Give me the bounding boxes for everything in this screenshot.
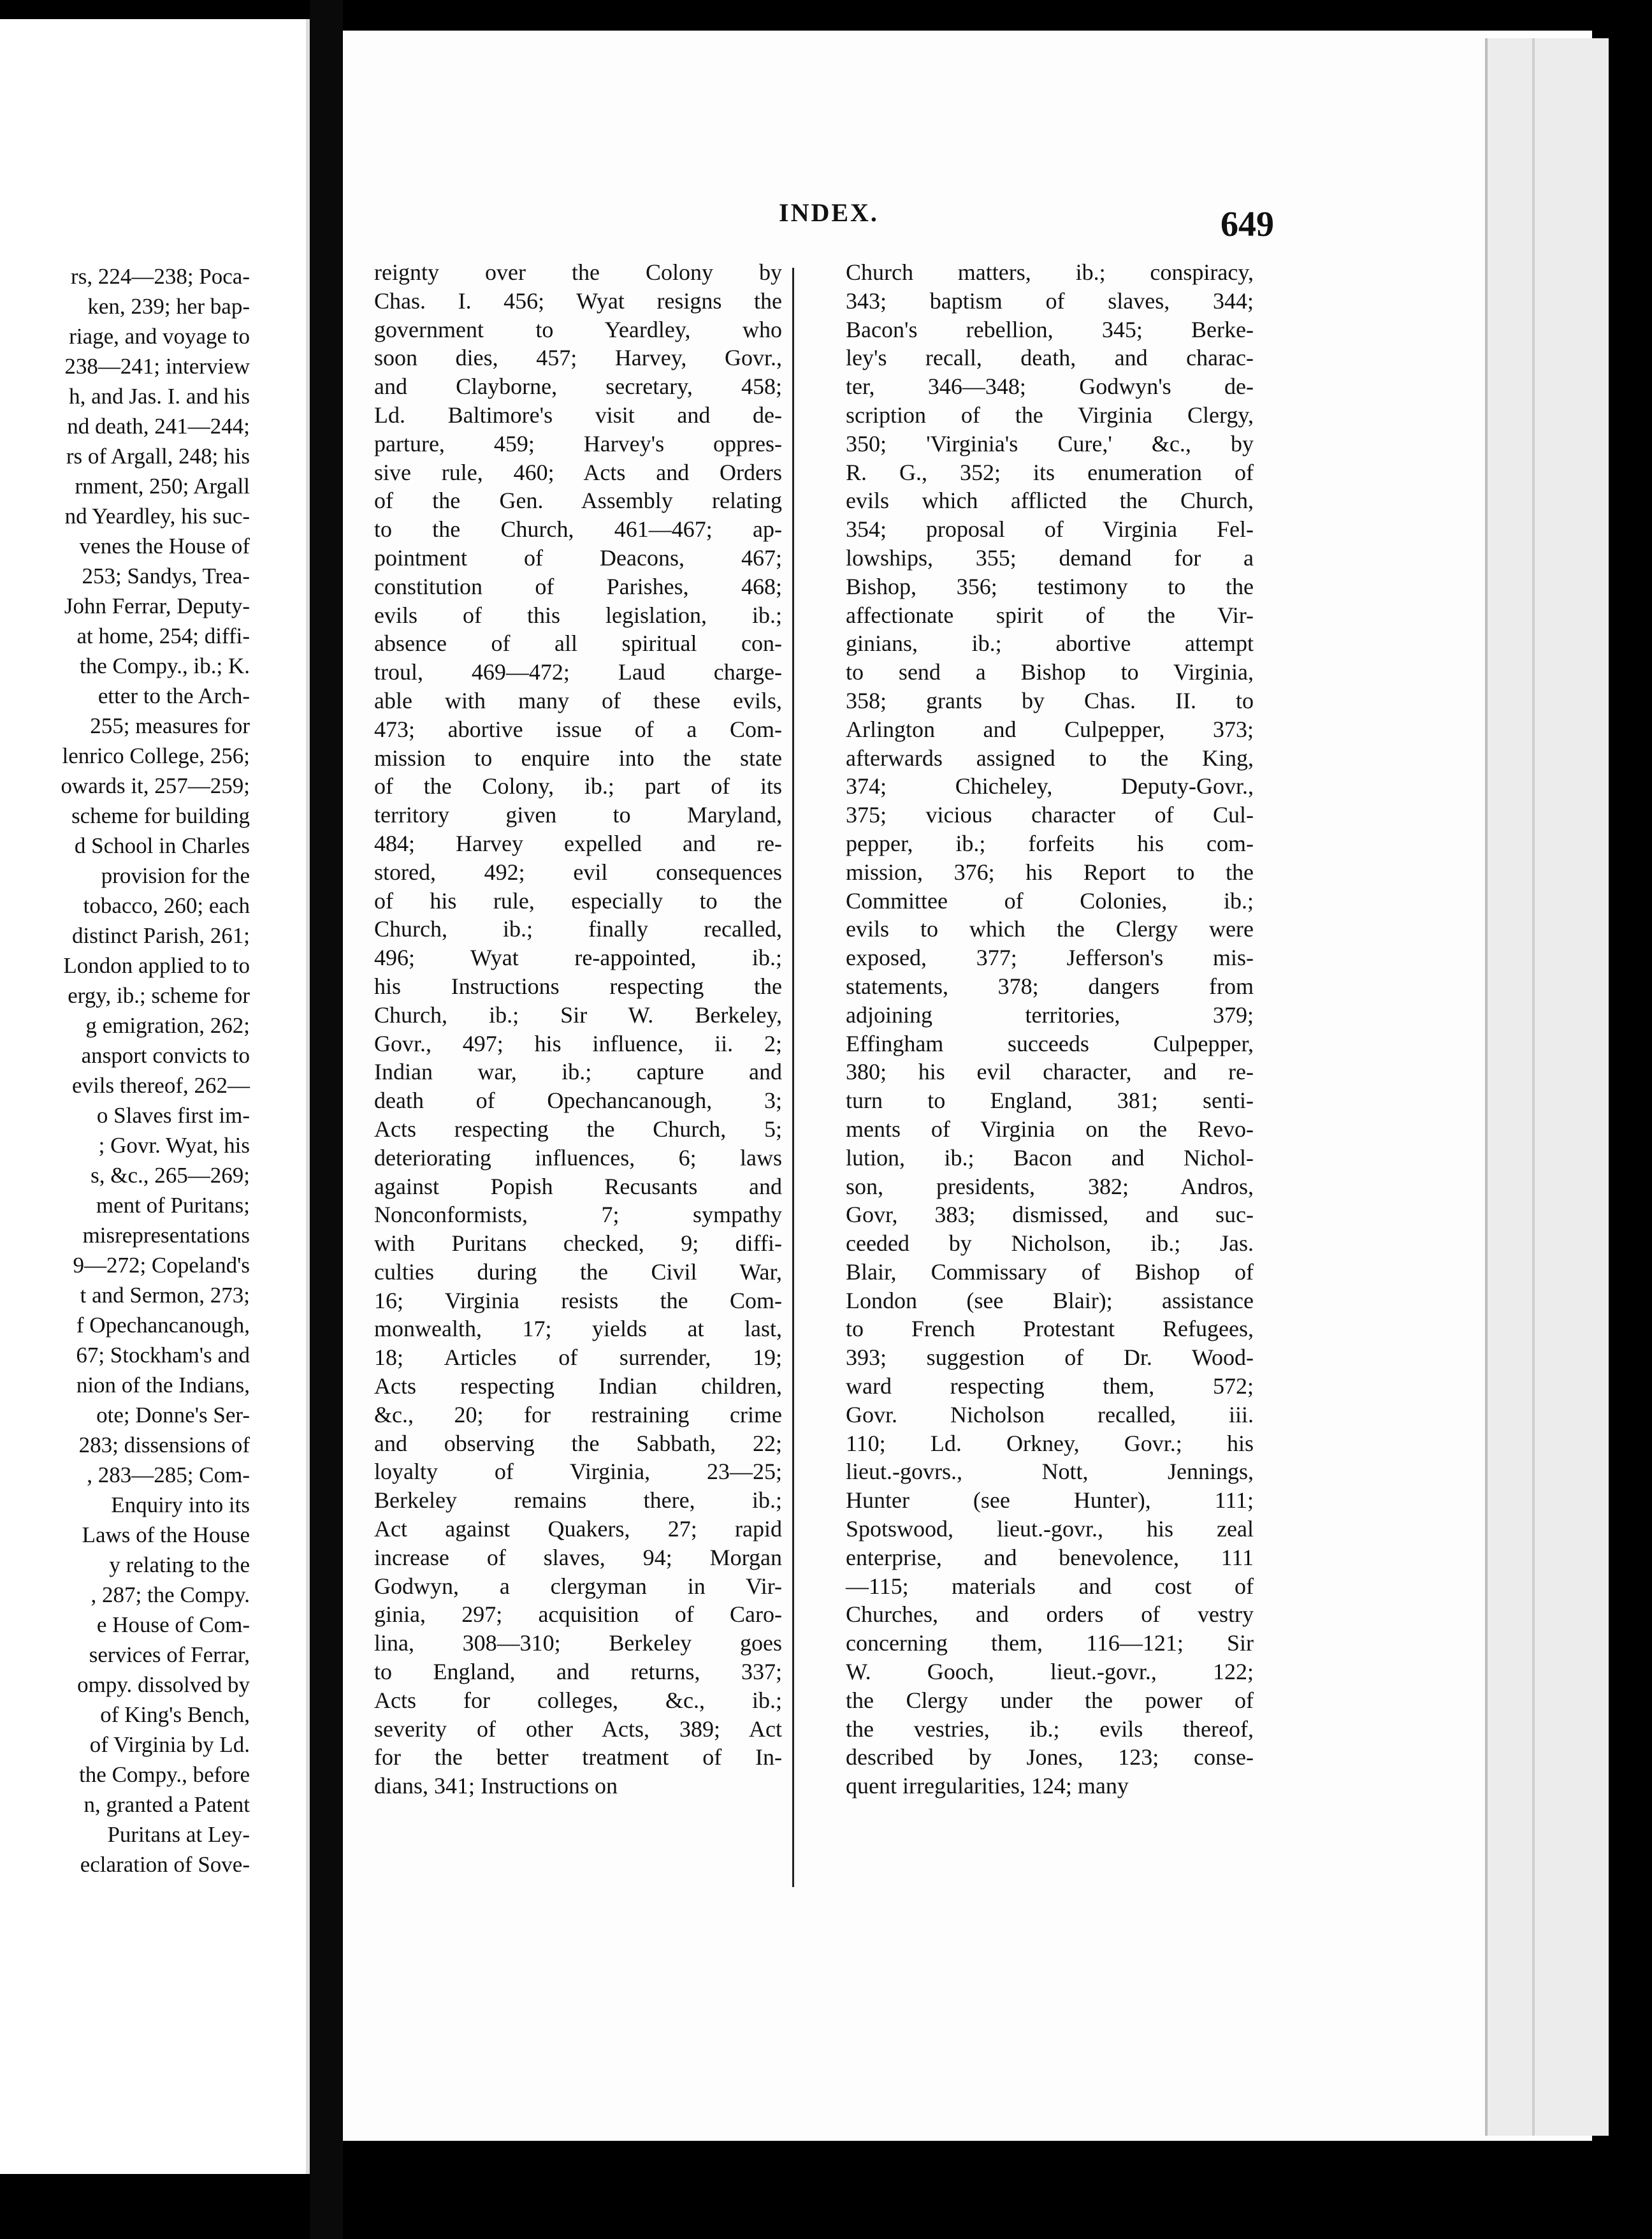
- text-line: described by Jones, 123; conse-: [846, 1744, 1254, 1770]
- text-line: Churches, and orders of vestry: [846, 1601, 1254, 1628]
- text-line: exposed, 377; Jefferson's mis-: [846, 945, 1254, 971]
- text-line: Bacon's rebellion, 345; Berke-: [846, 316, 1254, 342]
- text-line: 358; grants by Chas. II. to: [846, 687, 1254, 713]
- text-line: nd Yeardley, his suc-: [64, 504, 250, 529]
- text-line: death of Opechancanough, 3;: [374, 1088, 782, 1114]
- text-line: Govr, 383; dismissed, and suc-: [846, 1202, 1254, 1228]
- text-line: severity of other Acts, 389; Act: [374, 1716, 782, 1742]
- text-line: statements, 378; dangers from: [846, 973, 1254, 999]
- text-line: mission, 376; his Report to the: [846, 859, 1254, 885]
- text-line: soon dies, 457; Harvey, Govr.,: [374, 345, 782, 371]
- text-line: f Opechancanough,: [76, 1313, 250, 1338]
- text-line: lowships, 355; demand for a: [846, 544, 1254, 571]
- text-line: Puritans at Ley-: [107, 1822, 250, 1847]
- text-line: Godwyn, a clergyman in Vir-: [374, 1573, 782, 1599]
- text-line: tobacco, 260; each: [83, 893, 250, 918]
- text-line: ter, 346—348; Godwyn's de-: [846, 374, 1254, 400]
- text-line: d School in Charles: [74, 833, 250, 858]
- text-line: distinct Parish, 261;: [71, 923, 250, 948]
- text-line: 380; his evil character, and re-: [846, 1059, 1254, 1085]
- text-line: —115; materials and cost of: [846, 1573, 1254, 1599]
- text-line: lieut.-govrs., Nott, Jennings,: [846, 1459, 1254, 1485]
- text-line: 496; Wyat re-appointed, ib.;: [374, 945, 782, 971]
- previous-page-text: [61, 261, 250, 1879]
- text-line: Nonconformists, 7; sympathy: [374, 1202, 782, 1228]
- text-line: son, presidents, 382; Andros,: [846, 1173, 1254, 1199]
- text-line: Church, ib.; Sir W. Berkeley,: [374, 1002, 782, 1028]
- text-line: evils thereof, 262—: [72, 1073, 250, 1098]
- text-line: Chas. I. 456; Wyat resigns the: [374, 288, 782, 314]
- index-column-2: [846, 258, 1254, 1800]
- text-line: lenrico College, 256;: [62, 743, 250, 768]
- text-line: constitution of Parishes, 468;: [374, 573, 782, 599]
- column-divider: [792, 268, 794, 1887]
- text-line: dians, 341; Instructions on: [374, 1773, 618, 1799]
- text-line: 16; Virginia resists the Com-: [374, 1287, 782, 1313]
- text-line: lina, 308—310; Berkeley goes: [374, 1630, 782, 1656]
- text-line: 253; Sandys, Trea-: [82, 564, 250, 588]
- text-line: 67; Stockham's and: [76, 1343, 250, 1367]
- text-line: Bishop, 356; testimony to the: [846, 573, 1254, 599]
- text-line: Ld. Baltimore's visit and de-: [374, 402, 782, 428]
- text-line: afterwards assigned to the King,: [846, 745, 1254, 771]
- text-line: ment of Puritans;: [96, 1193, 250, 1218]
- text-line: at home, 254; diffi-: [76, 624, 250, 648]
- text-line: Acts for colleges, &c., ib.;: [374, 1687, 782, 1713]
- text-line: W. Gooch, lieut.-govr., 122;: [846, 1659, 1254, 1685]
- text-line: London applied to to: [63, 953, 250, 978]
- index-column-1: [374, 258, 782, 1800]
- text-line: ginia, 297; acquisition of Caro-: [374, 1601, 782, 1628]
- text-line: ginians, ib.; abortive attempt: [846, 631, 1254, 657]
- text-line: the vestries, ib.; evils thereof,: [846, 1716, 1254, 1742]
- text-line: to the Church, 461—467; ap-: [374, 516, 782, 543]
- text-line: for the better treatment of In-: [374, 1744, 782, 1770]
- text-line: territory given to Maryland,: [374, 802, 782, 828]
- text-line: ompy. dissolved by: [77, 1672, 250, 1697]
- text-line: Church, ib.; finally recalled,: [374, 916, 782, 942]
- text-line: the Compy., before: [79, 1762, 250, 1787]
- text-line: ergy, ib.; scheme for: [68, 983, 250, 1008]
- text-line: ansport convicts to: [81, 1043, 250, 1068]
- text-line: government to Yeardley, who: [374, 316, 782, 342]
- text-line: nion of the Indians,: [76, 1373, 250, 1397]
- text-line: Spotswood, lieut.-govr., his zeal: [846, 1516, 1254, 1542]
- text-line: ote; Donne's Ser-: [96, 1403, 250, 1427]
- text-line: of Virginia by Ld.: [89, 1732, 250, 1757]
- text-line: lution, ib.; Bacon and Nichol-: [846, 1144, 1254, 1171]
- text-line: 18; Articles of surrender, 19;: [374, 1345, 782, 1371]
- text-line: pepper, ib.; forfeits his com-: [846, 830, 1254, 856]
- text-line: scheme for building: [71, 803, 250, 828]
- text-line: 375; vicious character of Cul-: [846, 802, 1254, 828]
- text-line: John Ferrar, Deputy-: [64, 594, 250, 618]
- text-line: Enquiry into its: [111, 1492, 250, 1517]
- text-line: the Clergy under the power of: [846, 1687, 1254, 1713]
- text-line: 354; proposal of Virginia Fel-: [846, 516, 1254, 543]
- text-line: monwealth, 17; yields at last,: [374, 1316, 782, 1342]
- text-line: to England, and returns, 337;: [374, 1659, 782, 1685]
- text-line: Acts respecting the Church, 5;: [374, 1116, 782, 1142]
- text-line: loyalty of Virginia, 23—25;: [374, 1459, 782, 1485]
- text-line: and Clayborne, secretary, 458;: [374, 374, 782, 400]
- text-line: evils to which the Clergy were: [846, 916, 1254, 942]
- text-line: e House of Com-: [96, 1612, 250, 1637]
- text-line: of his rule, especially to the: [374, 887, 782, 914]
- text-line: 374; Chicheley, Deputy-Govr.,: [846, 773, 1254, 799]
- text-line: Church matters, ib.; conspiracy,: [846, 259, 1254, 285]
- text-line: Govr. Nicholson recalled, iii.: [846, 1401, 1254, 1427]
- text-line: 350; 'Virginia's Cure,' &c., by: [846, 430, 1254, 456]
- text-line: ; Govr. Wyat, his: [98, 1133, 250, 1158]
- text-line: y relating to the: [109, 1552, 250, 1577]
- text-line: 484; Harvey expelled and re-: [374, 830, 782, 856]
- text-line: stored, 492; evil consequences: [374, 859, 782, 885]
- text-line: deteriorating influences, 6; laws: [374, 1144, 782, 1171]
- text-line: sive rule, 460; Acts and Orders: [374, 459, 782, 485]
- text-line: &c., 20; for restraining crime: [374, 1401, 782, 1427]
- page-number: 649: [1221, 205, 1274, 244]
- text-line: t and Sermon, 273;: [80, 1283, 250, 1308]
- previous-page-fragment: [0, 19, 310, 2174]
- text-line: , 283—285; Com-: [87, 1462, 250, 1487]
- text-line: rnment, 250; Argall: [75, 474, 250, 499]
- text-line: 9—272; Copeland's: [73, 1253, 250, 1278]
- text-line: ments of Virginia on the Revo-: [846, 1116, 1254, 1142]
- text-line: London (see Blair); assistance: [846, 1287, 1254, 1313]
- text-line: 238—241; interview: [64, 354, 250, 379]
- text-line: troul, 469—472; Laud charge-: [374, 659, 782, 685]
- text-line: and observing the Sabbath, 22;: [374, 1430, 782, 1456]
- text-line: quent irregularities, 124; many: [846, 1773, 1129, 1799]
- text-line: eclaration of Sove-: [80, 1852, 250, 1877]
- text-line: 343; baptism of slaves, 344;: [846, 288, 1254, 314]
- text-line: scription of the Virginia Clergy,: [846, 402, 1254, 428]
- text-line: owards it, 257—259;: [61, 773, 250, 798]
- text-line: Berkeley remains there, ib.;: [374, 1487, 782, 1513]
- text-line: Effingham succeeds Culpepper,: [846, 1030, 1254, 1056]
- text-line: , 287; the Compy.: [91, 1582, 250, 1607]
- text-line: ken, 239; her bap-: [87, 294, 250, 319]
- text-line: provision for the: [101, 863, 250, 888]
- text-line: to send a Bishop to Virginia,: [846, 659, 1254, 685]
- text-line: ward respecting them, 572;: [846, 1373, 1254, 1399]
- text-line: s, &c., 265—269;: [91, 1163, 250, 1188]
- text-line: culties during the Civil War,: [374, 1258, 782, 1285]
- text-line: his Instructions respecting the: [374, 973, 782, 999]
- text-line: able with many of these evils,: [374, 687, 782, 713]
- text-line: mission to enquire into the state: [374, 745, 782, 771]
- text-line: enterprise, and benevolence, 111: [846, 1544, 1254, 1570]
- text-line: pointment of Deacons, 467;: [374, 544, 782, 571]
- text-line: 255; measures for: [90, 713, 250, 738]
- text-line: absence of all spiritual con-: [374, 631, 782, 657]
- text-line: Arlington and Culpepper, 373;: [846, 716, 1254, 742]
- text-line: ley's recall, death, and charac-: [846, 345, 1254, 371]
- text-line: concerning them, 116—121; Sir: [846, 1630, 1254, 1656]
- text-line: evils of this legislation, ib.;: [374, 602, 782, 628]
- text-line: against Popish Recusants and: [374, 1173, 782, 1199]
- text-line: Indian war, ib.; capture and: [374, 1059, 782, 1085]
- text-line: of the Colony, ib.; part of its: [374, 773, 782, 799]
- text-line: services of Ferrar,: [89, 1642, 250, 1667]
- book-gutter: [310, 0, 343, 2239]
- text-line: g emigration, 262;: [85, 1013, 250, 1038]
- text-line: the Compy., ib.; K.: [79, 653, 250, 678]
- text-line: rs, 224—238; Poca-: [71, 264, 250, 289]
- text-line: o Slaves first im-: [96, 1103, 250, 1128]
- running-head: INDEX.: [779, 198, 879, 227]
- text-line: with Puritans checked, 9; diffi-: [374, 1230, 782, 1257]
- text-line: 393; suggestion of Dr. Wood-: [846, 1345, 1254, 1371]
- text-line: adjoining territories, 379;: [846, 1002, 1254, 1028]
- text-line: Acts respecting Indian children,: [374, 1373, 782, 1399]
- text-line: riage, and voyage to: [69, 324, 250, 349]
- text-line: 110; Ld. Orkney, Govr.; his: [846, 1430, 1254, 1456]
- text-line: rs of Argall, 248; his: [66, 444, 250, 469]
- text-line: of the Gen. Assembly relating: [374, 488, 782, 514]
- text-line: evils which afflicted the Church,: [846, 488, 1254, 514]
- page-edge-stack: [1485, 38, 1609, 2136]
- text-line: etter to the Arch-: [98, 683, 250, 708]
- text-line: Laws of the House: [82, 1522, 250, 1547]
- text-line: Govr., 497; his influence, ii. 2;: [374, 1030, 782, 1056]
- text-line: n, granted a Patent: [83, 1792, 250, 1817]
- text-line: of King's Bench,: [100, 1702, 250, 1727]
- text-line: reignty over the Colony by: [374, 259, 782, 285]
- text-line: 283; dissensions of: [78, 1433, 250, 1457]
- text-line: parture, 459; Harvey's oppres-: [374, 430, 782, 456]
- text-line: increase of slaves, 94; Morgan: [374, 1544, 782, 1570]
- text-line: R. G., 352; its enumeration of: [846, 459, 1254, 485]
- text-line: Hunter (see Hunter), 111;: [846, 1487, 1254, 1513]
- text-line: to French Protestant Refugees,: [846, 1316, 1254, 1342]
- text-line: nd death, 241—244;: [67, 414, 250, 439]
- text-line: ceeded by Nicholson, ib.; Jas.: [846, 1230, 1254, 1257]
- text-line: Blair, Commissary of Bishop of: [846, 1258, 1254, 1285]
- text-line: affectionate spirit of the Vir-: [846, 602, 1254, 628]
- text-line: turn to England, 381; senti-: [846, 1088, 1254, 1114]
- text-line: 473; abortive issue of a Com-: [374, 716, 782, 742]
- text-line: Committee of Colonies, ib.;: [846, 887, 1254, 914]
- text-line: Act against Quakers, 27; rapid: [374, 1516, 782, 1542]
- text-line: h, and Jas. I. and his: [69, 384, 250, 409]
- text-line: venes the House of: [79, 534, 250, 558]
- text-line: misrepresentations: [82, 1223, 250, 1248]
